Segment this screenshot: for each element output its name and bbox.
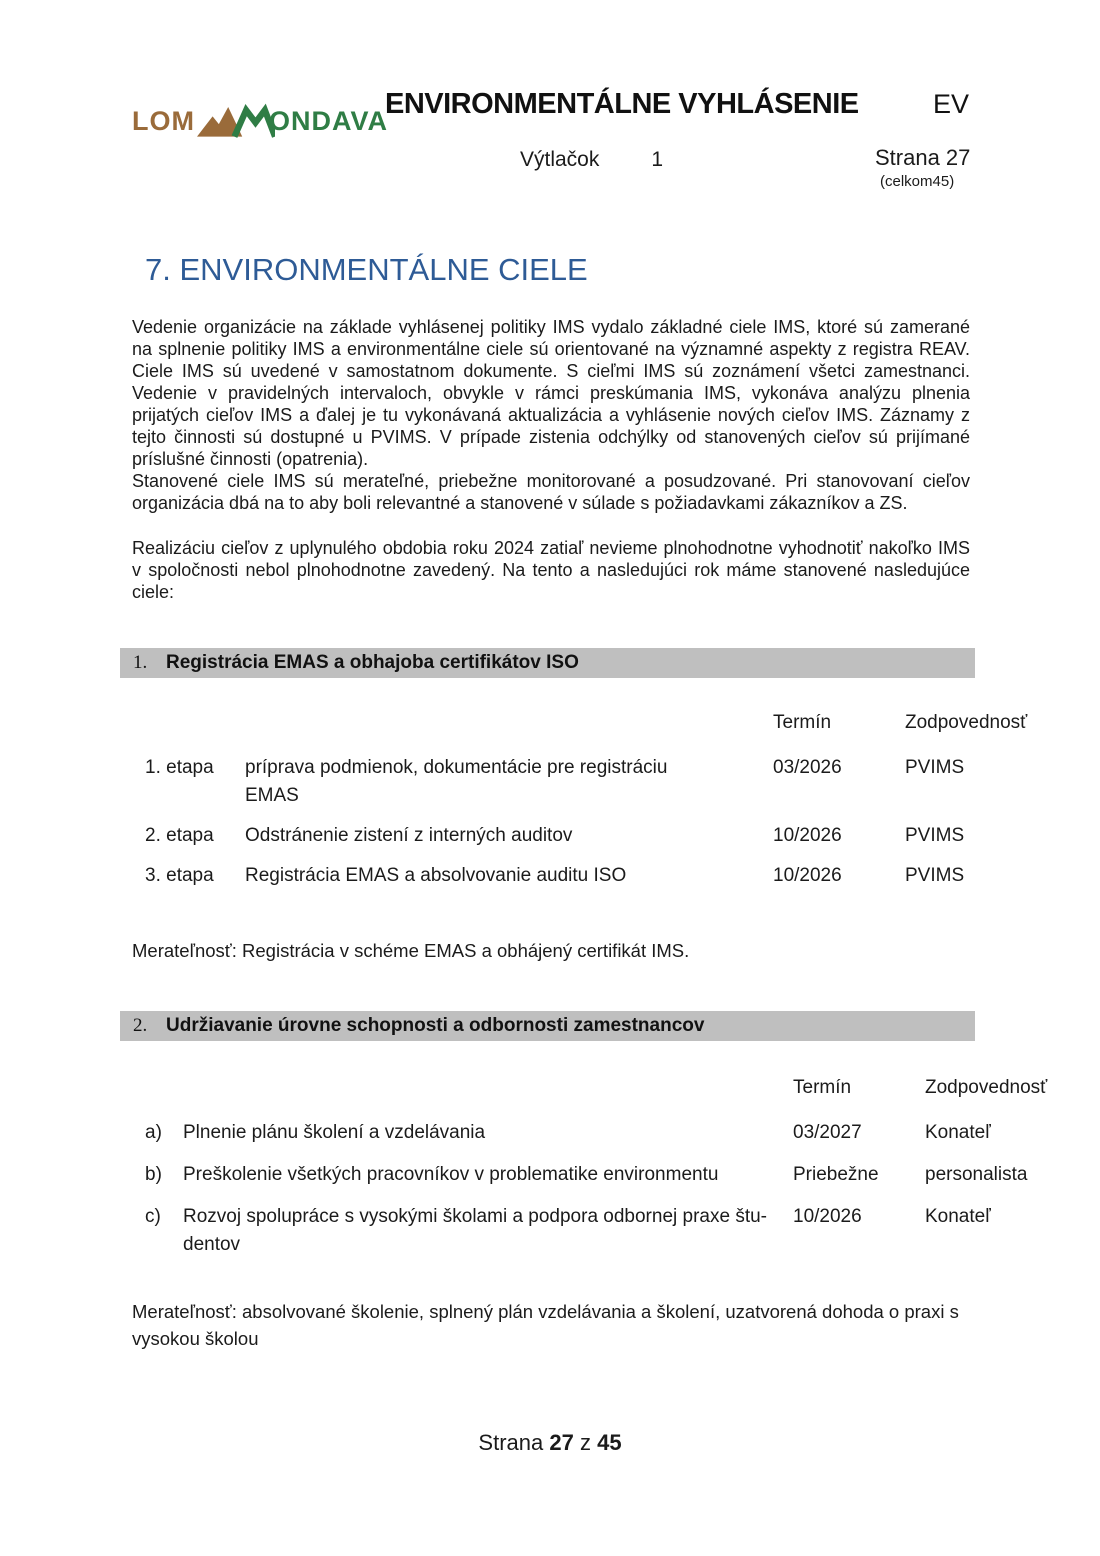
row-termin: 03/2027 <box>793 1122 862 1143</box>
column-header-termin: Termín <box>773 712 832 733</box>
copy-row <box>520 148 663 172</box>
page-footer <box>0 1430 1100 1456</box>
measurability-note-1: Merateľnosť: Registrácia v schéme EMAS a obhájený certifikát IMS. <box>132 940 690 961</box>
paragraph-1: Vedenie organizácie na základe vyhlásenej politiky IMS vydalo základné ciele IMS, ktoré sú zamerané na splnenie politiky IMS a environmentálne ciele sú orientované na významné aspekty z registra REAV. Ciele IMS sú uvedené v samostatnom dokumente. S cieľmi IMS sú zoznámení všetci zamestnanci. Vedenie v pravidelných intervaloch, obvykle v rámci preskúmania IMS, vykonáva analýzu plnenia prijatých cieľov IMS a ďalej je tu vykonávaná aktualizácia a vyhlásenie nových cieľov IMS. Záznamy z tejto činnosti sú dostupné u PVIMS. V prípade zistenia odchýlky od stanovených cieľov sú prijímané príslušné činnosti (opatrenia). <box>132 317 970 469</box>
row-description: Odstránenie zistení z interných auditov <box>245 825 573 846</box>
row-label: b) <box>145 1164 162 1185</box>
row-zodpovednost: PVIMS <box>905 757 965 778</box>
logo-ondava-text: ONDAVA <box>269 105 388 136</box>
mountain-icon <box>197 100 275 142</box>
document-code: EV <box>933 89 970 119</box>
row-termin: 10/2026 <box>773 825 842 846</box>
row-description: Plnenie plánu školení a vzdelávania <box>183 1122 486 1143</box>
measurability-note-2: Merateľnosť: absolvované školenie, splnený plán vzdelávania a školení, uzatvorená dohoda o praxi s vysokou školou <box>132 1301 959 1349</box>
row-description: Registrácia EMAS a absolvovanie auditu ISO <box>245 865 627 886</box>
row-termin: 03/2026 <box>773 757 842 778</box>
objective-1-number: 1. <box>133 652 148 673</box>
company-logo <box>132 100 388 142</box>
footer-page-total: 45 <box>597 1430 622 1455</box>
copy-number: 1 <box>651 148 664 171</box>
row-zodpovednost: PVIMS <box>905 865 965 886</box>
objective-2-title: Udržiavanie úrovne schopnosti a odbornosti zamestnancov <box>166 1015 705 1036</box>
row-label: 2. etapa <box>145 825 214 846</box>
paragraph-2: Stanovené ciele IMS sú merateľné, priebežne monitorované a posudzované. Pri stanovovaní cieľov organizácia dbá na to aby boli relevantné a stanovené v súlade s požiadavkami zákazníkov a ZS. <box>132 471 970 513</box>
row-label: a) <box>145 1122 162 1143</box>
objective-1-bar <box>120 648 975 678</box>
document-title: ENVIRONMENTÁLNE VYHLÁSENIE <box>385 88 859 120</box>
objective-2-number: 2. <box>133 1015 148 1036</box>
row-description: Preškolenie všetkých pracovníkov v problematike environmentu <box>183 1164 719 1185</box>
copy-label: Výtlačok <box>520 148 600 171</box>
row-termin: 10/2026 <box>793 1206 862 1227</box>
objective-1-title: Registrácia EMAS a obhajoba certifikátov ISO <box>166 652 579 673</box>
logo-lom-text: LOM <box>132 105 195 136</box>
footer-prefix: Strana <box>478 1430 550 1455</box>
row-label: 3. etapa <box>145 865 214 886</box>
row-zodpovednost: PVIMS <box>905 825 965 846</box>
footer-page-number: 27 <box>549 1430 574 1455</box>
column-header-zodpovednost: Zodpovednosť <box>905 712 1028 733</box>
row-termin: Priebežne <box>793 1164 879 1185</box>
footer-separator: z <box>573 1430 598 1455</box>
paragraph-3: Realizáciu cieľov z uplynulého obdobia roku 2024 zatiaľ nevieme plnohodnotne vyhodnotiť nakoľko IMS v spoločnosti nebol plnohodnotne zavedený. Na tento a nasledujúci rok máme stanovené nasledujúce ciele: <box>132 538 970 602</box>
row-label: 1. etapa <box>145 757 214 778</box>
body-text <box>132 316 970 603</box>
row-zodpovednost: Konateľ <box>925 1122 991 1143</box>
row-termin: 10/2026 <box>773 865 842 886</box>
row-description: Rozvoj spolupráce s vysokými školami a podpora odbornej praxe štu-dentov <box>183 1206 767 1255</box>
objective-2-table <box>132 1119 1065 1259</box>
page-total: (celkom45) <box>880 173 955 190</box>
objective-2-bar <box>120 1011 975 1041</box>
page-number: Strana 27 <box>875 145 971 170</box>
row-zodpovednost: Konateľ <box>925 1206 991 1227</box>
row-label: c) <box>145 1206 161 1227</box>
row-description: príprava podmienok, dokumentácie pre registráciu EMAS <box>245 757 668 806</box>
row-zodpovednost: personalista <box>925 1164 1028 1185</box>
chapter-heading: 7. ENVIRONMENTÁLNE CIELE <box>145 252 588 287</box>
column-header-termin: Termín <box>793 1077 852 1098</box>
objective-1-table <box>132 754 1065 890</box>
column-header-zodpovednost: Zodpovednosť <box>925 1077 1048 1098</box>
